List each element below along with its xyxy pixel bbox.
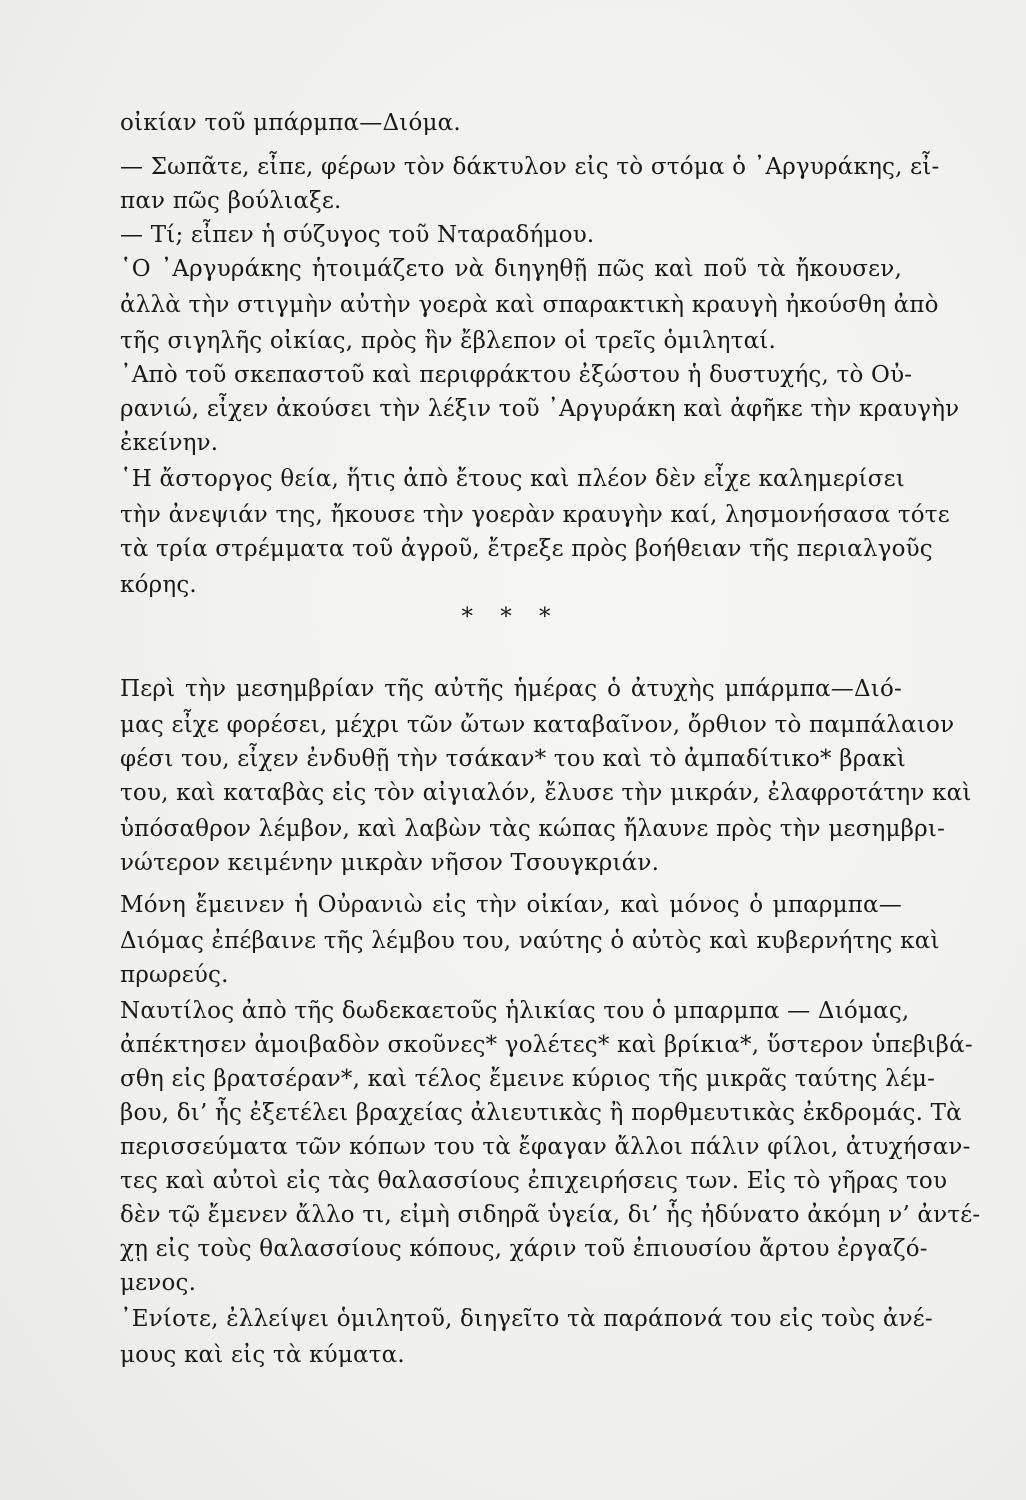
text-line: ἐκείνην. <box>120 430 219 456</box>
text-line: νώτερον κειμένην μικρὰν νῆσον Τσουγκριάν. <box>120 850 660 876</box>
text-line: — Τί; εἶπεν ἡ σύζυγος τοῦ Νταραδήμου. <box>120 222 595 248</box>
text-line: ᾿Ενίοτε, ἐλλείψει ὁμιλητοῦ, διηγεῖτο τὰ παράπονά του εἰς τοὺς ἀνέ- <box>120 1306 933 1332</box>
text-line: μους καὶ εἰς τὰ κύματα. <box>120 1342 405 1368</box>
text-line: ὑπόσαθρον λέμβον, καὶ λαβὼν τὰς κώπας ἤλαυνε πρὸς τὴν μεσημβρι- <box>120 816 946 842</box>
text-line: μας εἶχε φορέσει, μέχρι τῶν ὤτων καταβαῖνον, ὄρθιον τὸ παμπάλαιον <box>120 712 955 738</box>
text-line: ᾿Απὸ τοῦ σκεπαστοῦ καὶ περιφράκτου ἐξώστου ἡ δυστυχής, τὸ Οὐ- <box>120 362 913 388</box>
text-line: δὲν τῷ ἔμενεν ἄλλο τι, εἰμὴ σιδηρᾶ ὑγεία, δι’ ἧς ἠδύνατο ἀκόμη ν’ ἀντέ- <box>120 1202 981 1228</box>
section-break: * * * <box>461 604 561 630</box>
text-line: Ναυτίλος ἀπὸ τῆς δωδεκαετοῦς ἡλικίας του ὁ μπαρμπα — Διόμας, <box>120 998 910 1024</box>
text-line: βου, δι’ ἧς ἐξετέλει βραχείας ἀλιευτικὰς ἢ πορθμευτικὰς ἐκδρομάς. Τὰ <box>120 1100 962 1126</box>
text-line: κόρης. <box>120 572 197 598</box>
text-line: Μόνη ἔμεινεν ἡ Οὐρανιὼ εἰς τὴν οἰκίαν, καὶ μόνος ὁ μπαρμπα— <box>120 892 902 918</box>
text-line: φέσι του, εἶχεν ἐνδυθῇ τὴν τσάκαν* του καὶ τὸ ἀμπαδίτικο* βρακὶ <box>120 746 906 772</box>
text-line: τες καὶ αὐτοὶ εἰς τὰς θαλασσίους ἐπιχειρήσεις των. Εἰς τὸ γῆρας του <box>120 1168 948 1194</box>
text-line: ῾Η ἄστοργος θεία, ἥτις ἀπὸ ἔτους καὶ πλέον δὲν εἶχε καλημερίσει <box>120 466 905 492</box>
text-line: πρωρεύς. <box>120 962 229 988</box>
text-line: τὰ τρία στρέμματα τοῦ ἀγροῦ, ἔτρεξε πρὸς βοήθειαν τῆς περιαλγοῦς <box>120 536 933 562</box>
text-line: ρανιώ, εἶχεν ἀκούσει τὴν λέξιν τοῦ ᾿Αργυράκη καὶ ἀφῆκε τὴν κραυγὴν <box>120 396 960 422</box>
text-line: τὴν ἀνεψιάν της, ἤκουσε τὴν γοερὰν κραυγὴν καί, λησμονήσασα τότε <box>120 502 950 528</box>
text-line: ἀπέκτησεν ἀμοιβαδὸν σκοῦνες* γολέτες* καὶ βρίκια*, ὕστερον ὑπεβιβά- <box>120 1032 973 1058</box>
text-line: ἀλλὰ τὴν στιγμὴν αὐτὴν γοερὰ καὶ σπαρακτικὴ κραυγὴ ἠκούσθη ἀπὸ <box>120 292 939 318</box>
text-line: παν πῶς βούλιαξε. <box>120 188 342 214</box>
text-line: περισσεύματα τῶν κόπων του τὰ ἔφαγαν ἄλλοι πάλιν φίλοι, ἀτυχήσαν- <box>120 1134 971 1160</box>
text-line: του, καὶ καταβὰς εἰς τὸν αἰγιαλόν, ἔλυσε τὴν μικράν, ἐλαφροτάτην καὶ <box>120 780 972 806</box>
text-line: τῆς σιγηλῆς οἰκίας, πρὸς ἣν ἔβλεπον οἱ τρεῖς ὁμιληταί. <box>120 328 777 354</box>
text-line: χῃ εἰς τοὺς θαλασσίους κόπους, χάριν τοῦ ἐπιουσίου ἄρτου ἐργαζό- <box>120 1236 928 1262</box>
text-line: — Σωπᾶτε, εἶπε, φέρων τὸν δάκτυλον εἰς τὸ στόμα ὁ ᾿Αργυράκης, εἶ- <box>120 154 940 180</box>
text-line: σθη εἰς βρατσέραν*, καὶ τέλος ἔμεινε κύριος τῆς μικρᾶς ταύτης λέμ- <box>120 1066 936 1092</box>
text-line: Περὶ τὴν μεσημβρίαν τῆς αὐτῆς ἡμέρας ὁ ἀτυχὴς μπάρμπα—Διό- <box>120 676 902 702</box>
text-line: Διόμας ἐπέβαινε τῆς λέμβου του, ναύτης ὁ αὐτὸς καὶ κυβερνήτης καὶ <box>120 928 940 954</box>
text-line: οἰκίαν τοῦ μπάρμπα—Διόμα. <box>120 110 461 136</box>
text-line: ῾Ο ᾿Αργυράκης ἡτοιμάζετο νὰ διηγηθῇ πῶς καὶ ποῦ τὰ ἤκουσεν, <box>120 256 902 282</box>
text-line: μενος. <box>120 1270 197 1296</box>
